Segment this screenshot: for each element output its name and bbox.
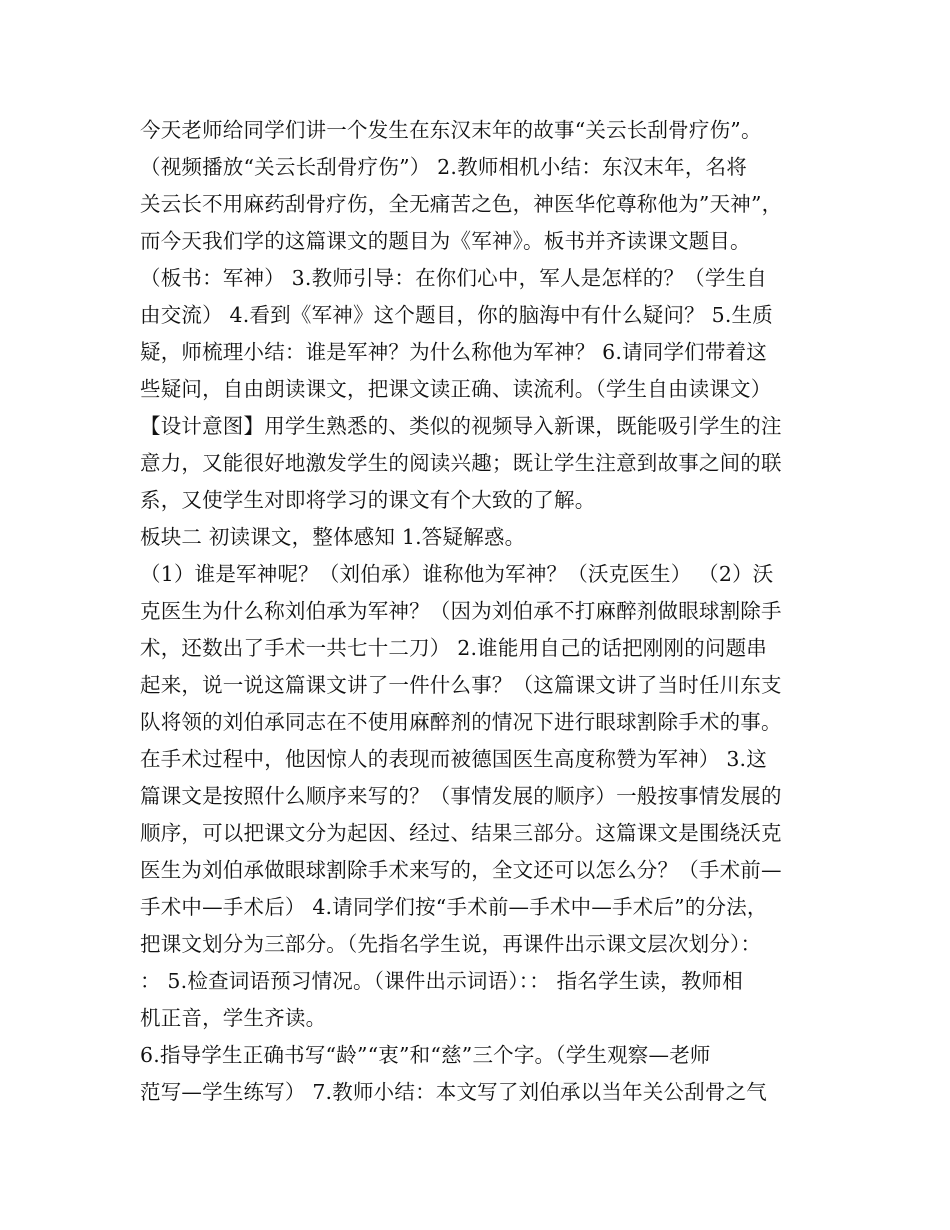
text-line: 克医生为什么称刘伯承为军神？（因为刘伯承不打麻醉剂做眼球割除手 [140, 599, 782, 623]
text-line: （板书：军神） 3.教师引导：在你们心中，军人是怎样的？（学生自 [140, 266, 767, 290]
text-line: 范写—学生练写） 7.教师小结：本文写了刘伯承以当年关公刮骨之气 [140, 1080, 767, 1104]
text-line: 机正音，学生齐读。 [140, 1006, 327, 1030]
text-line: （1）谁是军神呢？（刘伯承）谁称他为军神？（沃克医生） （2）沃 [140, 562, 774, 586]
text-line: 6.指导学生正确书写“龄”“衷”和“慈”三个字。（学生观察—老师 [140, 1043, 711, 1067]
text-line: （视频播放“关云长刮骨疗伤”） 2.教师相机小结：东汉末年，名将 [140, 155, 747, 179]
text-line: 起来，说一说这篇课文讲了一件什么事？（这篇课文讲了当时任川东支 [140, 673, 782, 697]
text-line: 在手术过程中，他因惊人的表现而被德国医生高度称赞为军神） 3.这 [140, 747, 767, 771]
text-line: 而今天我们学的这篇课文的题目为《军神》。板书并齐读课文题目。 [140, 229, 751, 253]
text-line: 今天老师给同学们讲一个发生在东汉末年的故事“关云长刮骨疗伤”。 [140, 118, 762, 142]
text-line: 【设计意图】用学生熟悉的、类似的视频导入新课，既能吸引学生的注 [140, 414, 782, 438]
text-line: 把课文划分为三部分。（先指名学生说，再课件出示课文层次划分）： [140, 932, 762, 956]
text-line: 些疑问，自由朗读课文，把课文读正确、读流利。（学生自由读课文） [140, 377, 772, 401]
document-body [140, 112, 824, 1111]
text-line: 顺序，可以把课文分为起因、经过、结果三部分。这篇课文是围绕沃克 [140, 821, 782, 845]
text-line: 疑，师梳理小结：谁是军神？为什么称他为军神？ 6.请同学们带着这 [140, 340, 767, 364]
section-heading-line: 板块二 初读课文，整体感知 1.答疑解惑。 [140, 525, 526, 549]
text-line: 意力，又能很好地激发学生的阅读兴趣；既让学生注意到故事之间的联 [140, 451, 782, 475]
text-line: 术，还数出了手术一共七十二刀） 2.谁能用自己的话把刚刚的问题串 [140, 636, 767, 660]
text-line: ： 5.检查词语预习情况。（课件出示词语）：： 指名学生读，教师相 [140, 969, 743, 993]
text-line: 医生为刘伯承做眼球割除手术来写的，全文还可以怎么分？（手术前— [140, 858, 782, 882]
text-line: 由交流） 4.看到《军神》这个题目，你的脑海中有什么疑问？ 5.生质 [140, 303, 773, 327]
text-line: 队将领的刘伯承同志在不使用麻醉剂的情况下进行眼球割除手术的事。 [140, 710, 782, 734]
text-line: 关云长不用麻药刮骨疗伤，全无痛苦之色，神医华佗尊称他为”天神”， [140, 192, 783, 216]
text-line: 手术中—手术后） 4.请同学们按“手术前—手术中—手术后”的分法， [140, 895, 768, 919]
text-line: 系，又使学生对即将学习的课文有个大致的了解。 [140, 488, 596, 512]
text-line: 篇课文是按照什么顺序来写的？（事情发展的顺序）一般按事情发展的 [140, 784, 782, 808]
